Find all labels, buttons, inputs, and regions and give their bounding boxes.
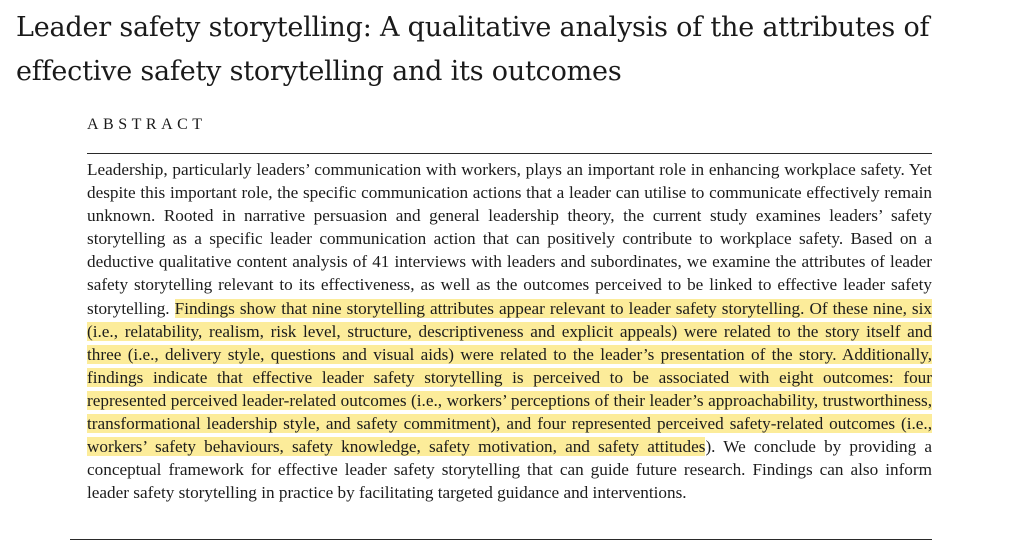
paper-title: Leader safety storytelling: A qualitative analysis of the attributes of effective safety storytelling and its outcomes xyxy=(16,12,930,87)
abstract-top-rule xyxy=(87,153,932,154)
abstract-highlighted-findings: Findings show that nine storytelling attributes appear relevant to leader safety storytelling. Of these nine, six (i.e., relatability, realism, risk level, structure, descriptiveness and explicit appeals) were related to the story itself and three (i.e., delivery style, questions and visual aids) were related to the leader’s presentation of the story. Additionally, findings indicate that effective leader safety storytelling is perceived to be associated with eight outcomes: four represented perceived leader-related outcomes (i.e., workers’ perceptions of their leader’s approachability, trustworthiness, transformational leadership style, and safety commitment), and four represented perceived safety-related outcomes (i.e., workers’ safety behaviours, safety knowledge, safety motivation, and safety attitudes xyxy=(87,298,932,457)
abstract-bottom-rule xyxy=(70,539,932,540)
abstract-text-intro: Leadership, particularly leaders’ communication with workers, plays an important role in enhancing workplace safety. Yet despite this important role, the specific communication actions that a leader can utilise to communicate effectively remain unknown. Rooted in narrative persuasion and general leadership theory, the current study examines leaders’ safety storytelling as a specific leader communication action that can positively contribute to workplace safety. Based on a deductive qualitative content analysis of 41 interviews with leaders and subordinates, we examine the attributes of leader safety storytelling relevant to its effectiveness, as well as the outcomes perceived to be linked to effective leader safety storytelling. xyxy=(87,160,932,318)
abstract-text-conclusion: ). We conclude by providing a conceptual framework for effective leader safety storytelling that can guide future research. Findings can also inform leader safety storytelling in practice by facilitating targeted guidance and interventions. xyxy=(87,437,932,503)
abstract-body xyxy=(87,158,932,504)
abstract-heading: ABSTRACT xyxy=(87,116,207,133)
